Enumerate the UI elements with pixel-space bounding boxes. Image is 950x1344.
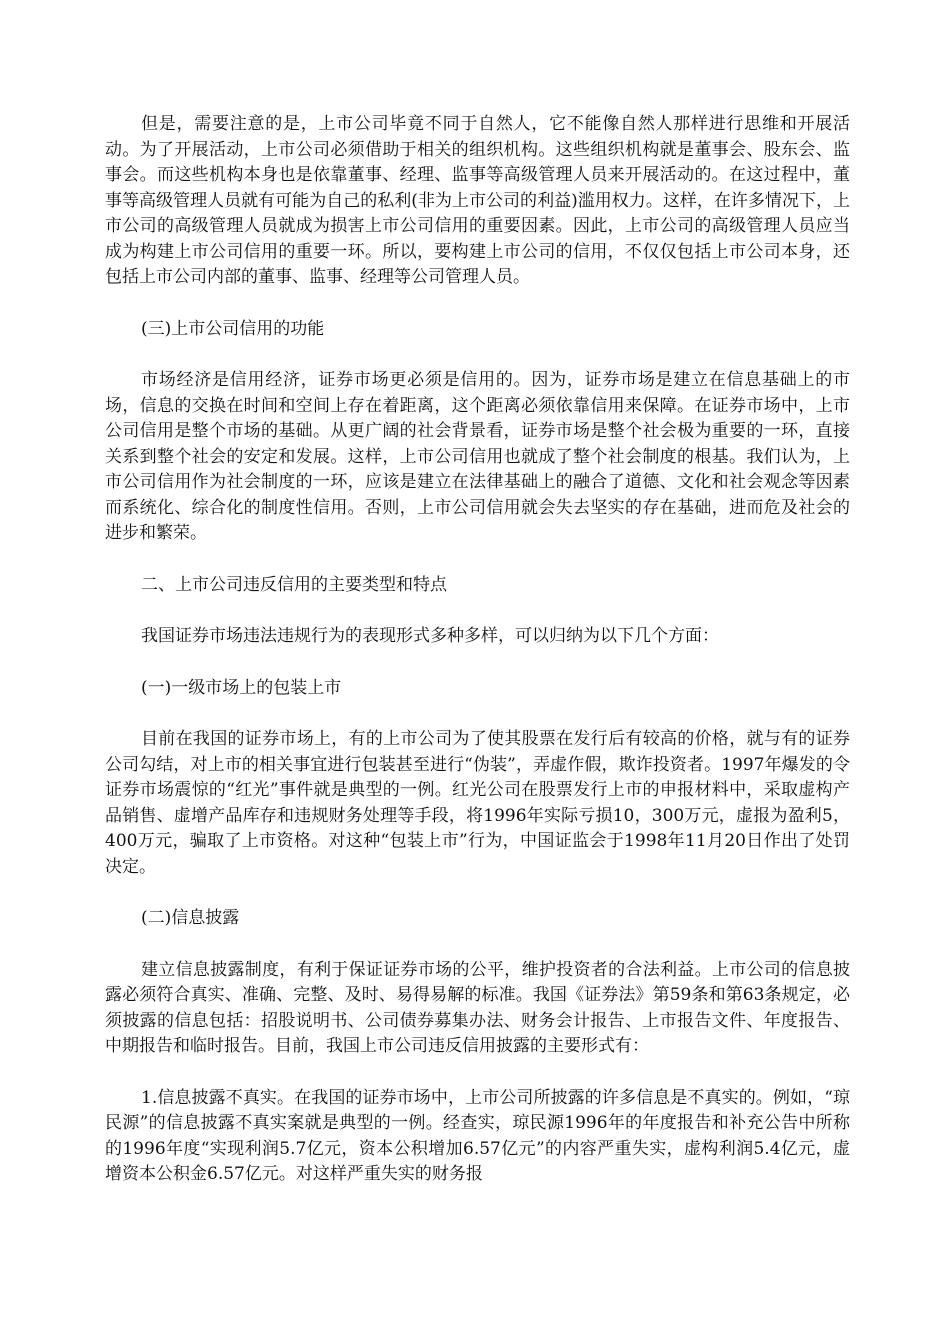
paragraph-violation-forms: 我国证券市场违法违规行为的表现形式多种多样，可以归纳为以下几个方面： [141,626,719,646]
heading-violation-types: 二、上市公司违反信用的主要类型和特点 [141,574,447,595]
paragraph-market-economy: 市场经济是信用经济，证券市场更必须是信用的。因为，证券市场是建立在信息基础上的市场，信息的交换在时间和空间上存在着距离，这个距离必须依靠信用来保障。在证券市场中，上市公司信用是整个市场的基础。从更广阔的社会背景看，证券市场是整个社会极为重要的一环，直接关系到整个社会的安定和发展。这样，上市公司信用也就成了整个社会制度的根基。我们认为，上市公司信用作为社会制度的一环，应该是建立在法律基础上的融合了道德、文化和社会观念等因素而系统化、综合化的制度性信用。否则，上市公司信用就会失去坚实的存在基础，进而危及社会的进步和繁荣。 [105,370,850,543]
heading-information-disclosure: (二)信息披露 [141,908,240,928]
heading-credit-function: (三)上市公司信用的功能 [141,318,325,339]
paragraph-disclosure-system: 建立信息披露制度，有利于保证证券市场的公平，维护投资者的合法利益。上市公司的信息披露必须符合真实、准确、完整、及时、易得易解的标准。我国《证券法》第59条和第63条规定，必须披露的信息包括：招股说明书、公司债券募集办法、财务会计报告、上市报告文件、年度报告、中期报告和临时报告。目前，我国上市公司违反信用披露的主要形式有： [105,959,850,1056]
document-body [105,112,850,1214]
paragraph-management-personnel: 但是，需要注意的是，上市公司毕竟不同于自然人，它不能像自然人那样进行思维和开展活动。为了开展活动，上市公司必须借助于相关的组织机构。这些组织机构就是董事会、股东会、监事会。而这些机构本身也是依靠董事、经理、监事等高级管理人员来开展活动的。在这过程中，董事等高级管理人员就有可能为自己的私利(非为上市公司的利益)滥用权力。这样，在许多情况下，上市公司的高级管理人员就成为损害上市公司信用的重要因素。因此，上市公司的高级管理人员应当成为构建上市公司信用的重要一环。所以，要构建上市公司的信用，不仅仅包括上市公司本身，还包括上市公司内部的董事、监事、经理等公司管理人员。 [105,114,850,287]
paragraph-untrue-disclosure: 1.信息披露不真实。在我国的证券市场中，上市公司所披露的许多信息是不真实的。例如，“琼民源”的信息披露不真实案就是典型的一例。经查实，琼民源1996年的年度报告和补充公告中所称的1996年度“实现利润5.7亿元，资本公积增加6.57亿元”的内容严重失实，虚构利润5.4亿元，虚增资本公积金6.57亿元。对这样严重失实的财务报 [105,1087,850,1184]
paragraph-hongguang-case: 目前在我国的证券市场上，有的上市公司为了使其股票在发行后有较高的价格，就与有的证券公司勾结，对上市的相关事宜进行包装甚至进行“伪装”，弄虚作假，欺诈投资者。1997年爆发的令证券市场震惊的“红光”事件就是典型的一例。红光公司在股票发行上市的申报材料中，采取虚构产品销售、虚增产品库存和违规财务处理等手段，将1996年实际亏损10，300万元，虚报为盈利5，400万元，骗取了上市资格。对这种“包装上市”行为，中国证监会于1998年11月20日作出了处罚决定。 [105,729,850,877]
heading-primary-market-packaging: (一)一级市场上的包装上市 [141,677,342,698]
